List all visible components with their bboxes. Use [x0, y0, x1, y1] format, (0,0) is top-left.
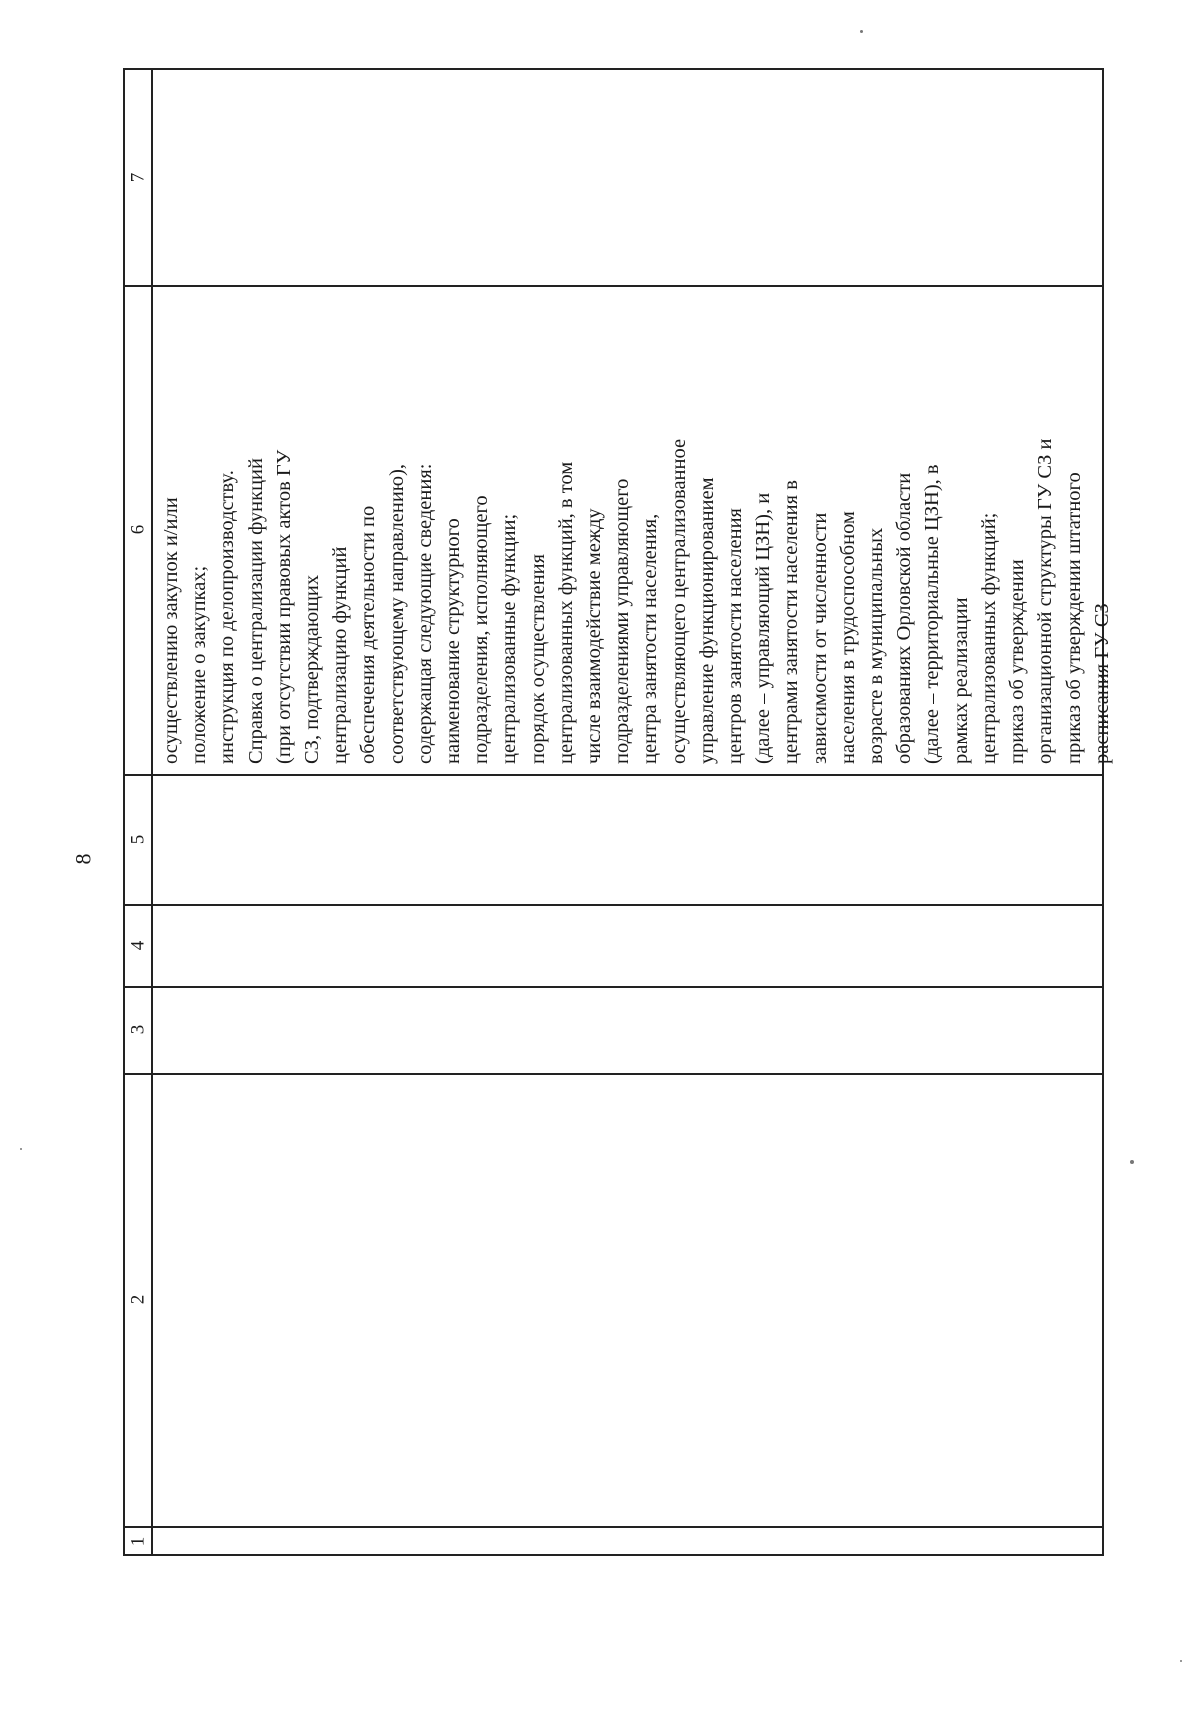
column-6-line: возрасте в муниципальных	[865, 527, 888, 764]
divider-6-5	[125, 774, 1102, 776]
column-6-line: образованиях Орловской области	[893, 472, 916, 764]
divider-2-1	[125, 1526, 1102, 1528]
column-6-line: центрами занятости населения в	[780, 480, 803, 764]
column-header-6: 6	[127, 524, 149, 534]
column-6-line: централизованные функции;	[498, 513, 521, 764]
column-6-line: централизованных функций, в том	[554, 461, 577, 764]
column-header-5: 5	[127, 834, 149, 844]
column-6-line: осуществляющего централизованное	[667, 438, 690, 764]
column-6-text	[153, 287, 1113, 772]
column-6-line: приказ об утверждении штатного	[1062, 472, 1085, 764]
column-header-7: 7	[127, 172, 149, 182]
column-6-line: обеспечения деятельности по	[357, 505, 380, 764]
column-6-line: подразделения, исполняющего	[470, 495, 493, 764]
column-header-1: 1	[127, 1536, 149, 1546]
column-6-line: Справка о централизации функций	[244, 458, 267, 764]
column-6-line: приказ об утверждении	[1006, 559, 1029, 764]
column-6-line: инструкция по делопроизводству.	[216, 470, 239, 764]
column-6-line: централизованных функций;	[977, 512, 1000, 764]
divider-5-4	[125, 904, 1102, 906]
column-header-4: 4	[127, 940, 149, 950]
scan-speck	[860, 30, 863, 33]
column-6-line: содержащая следующие сведения:	[413, 463, 436, 764]
column-6-line: централизацию функций	[329, 546, 352, 764]
column-6-line: порядок осуществления	[526, 553, 549, 764]
column-6-line: зависимости от численности	[808, 512, 831, 764]
column-6-line: положение о закупках;	[188, 565, 211, 764]
column-6-line: осуществлению закупок и/или	[160, 497, 182, 764]
column-6-line: расписания ГУ СЗ	[1090, 603, 1113, 764]
column-6-line: (далее – управляющий ЦЗН), и	[752, 492, 775, 764]
column-6-line: центров занятости населения	[724, 508, 747, 764]
table-frame	[123, 68, 1113, 1556]
column-6-line: рамках реализации	[949, 597, 972, 764]
scan-speck	[1180, 1660, 1182, 1662]
scan-speck	[1130, 1160, 1134, 1164]
scan-speck	[20, 1148, 22, 1150]
column-6-line: подразделениями управляющего	[611, 478, 634, 764]
column-6-line: соответствующему направлению),	[385, 463, 408, 764]
column-header-2: 2	[127, 1294, 149, 1304]
column-6-line: (при отсутствии правовых актов ГУ	[272, 449, 295, 764]
column-6-line: (далее – территориальные ЦЗН), в	[921, 464, 944, 764]
divider-4-3	[125, 986, 1102, 988]
column-6-line: управление функционированием	[695, 477, 718, 764]
column-6-line: организационной структуры ГУ СЗ и	[1034, 438, 1057, 764]
column-6-cell	[153, 287, 1113, 772]
column-6-line: числе взаимодействие между	[583, 508, 606, 764]
column-6-line: наименование структурного	[442, 518, 465, 764]
divider-3-2	[125, 1073, 1102, 1075]
column-6-line: населения в трудоспособном	[836, 511, 859, 764]
column-header-3: 3	[127, 1024, 149, 1034]
page-number: 8	[70, 853, 96, 865]
column-6-line: СЗ, подтверждающих	[301, 574, 324, 764]
column-6-line: центра занятости населения,	[639, 513, 662, 764]
